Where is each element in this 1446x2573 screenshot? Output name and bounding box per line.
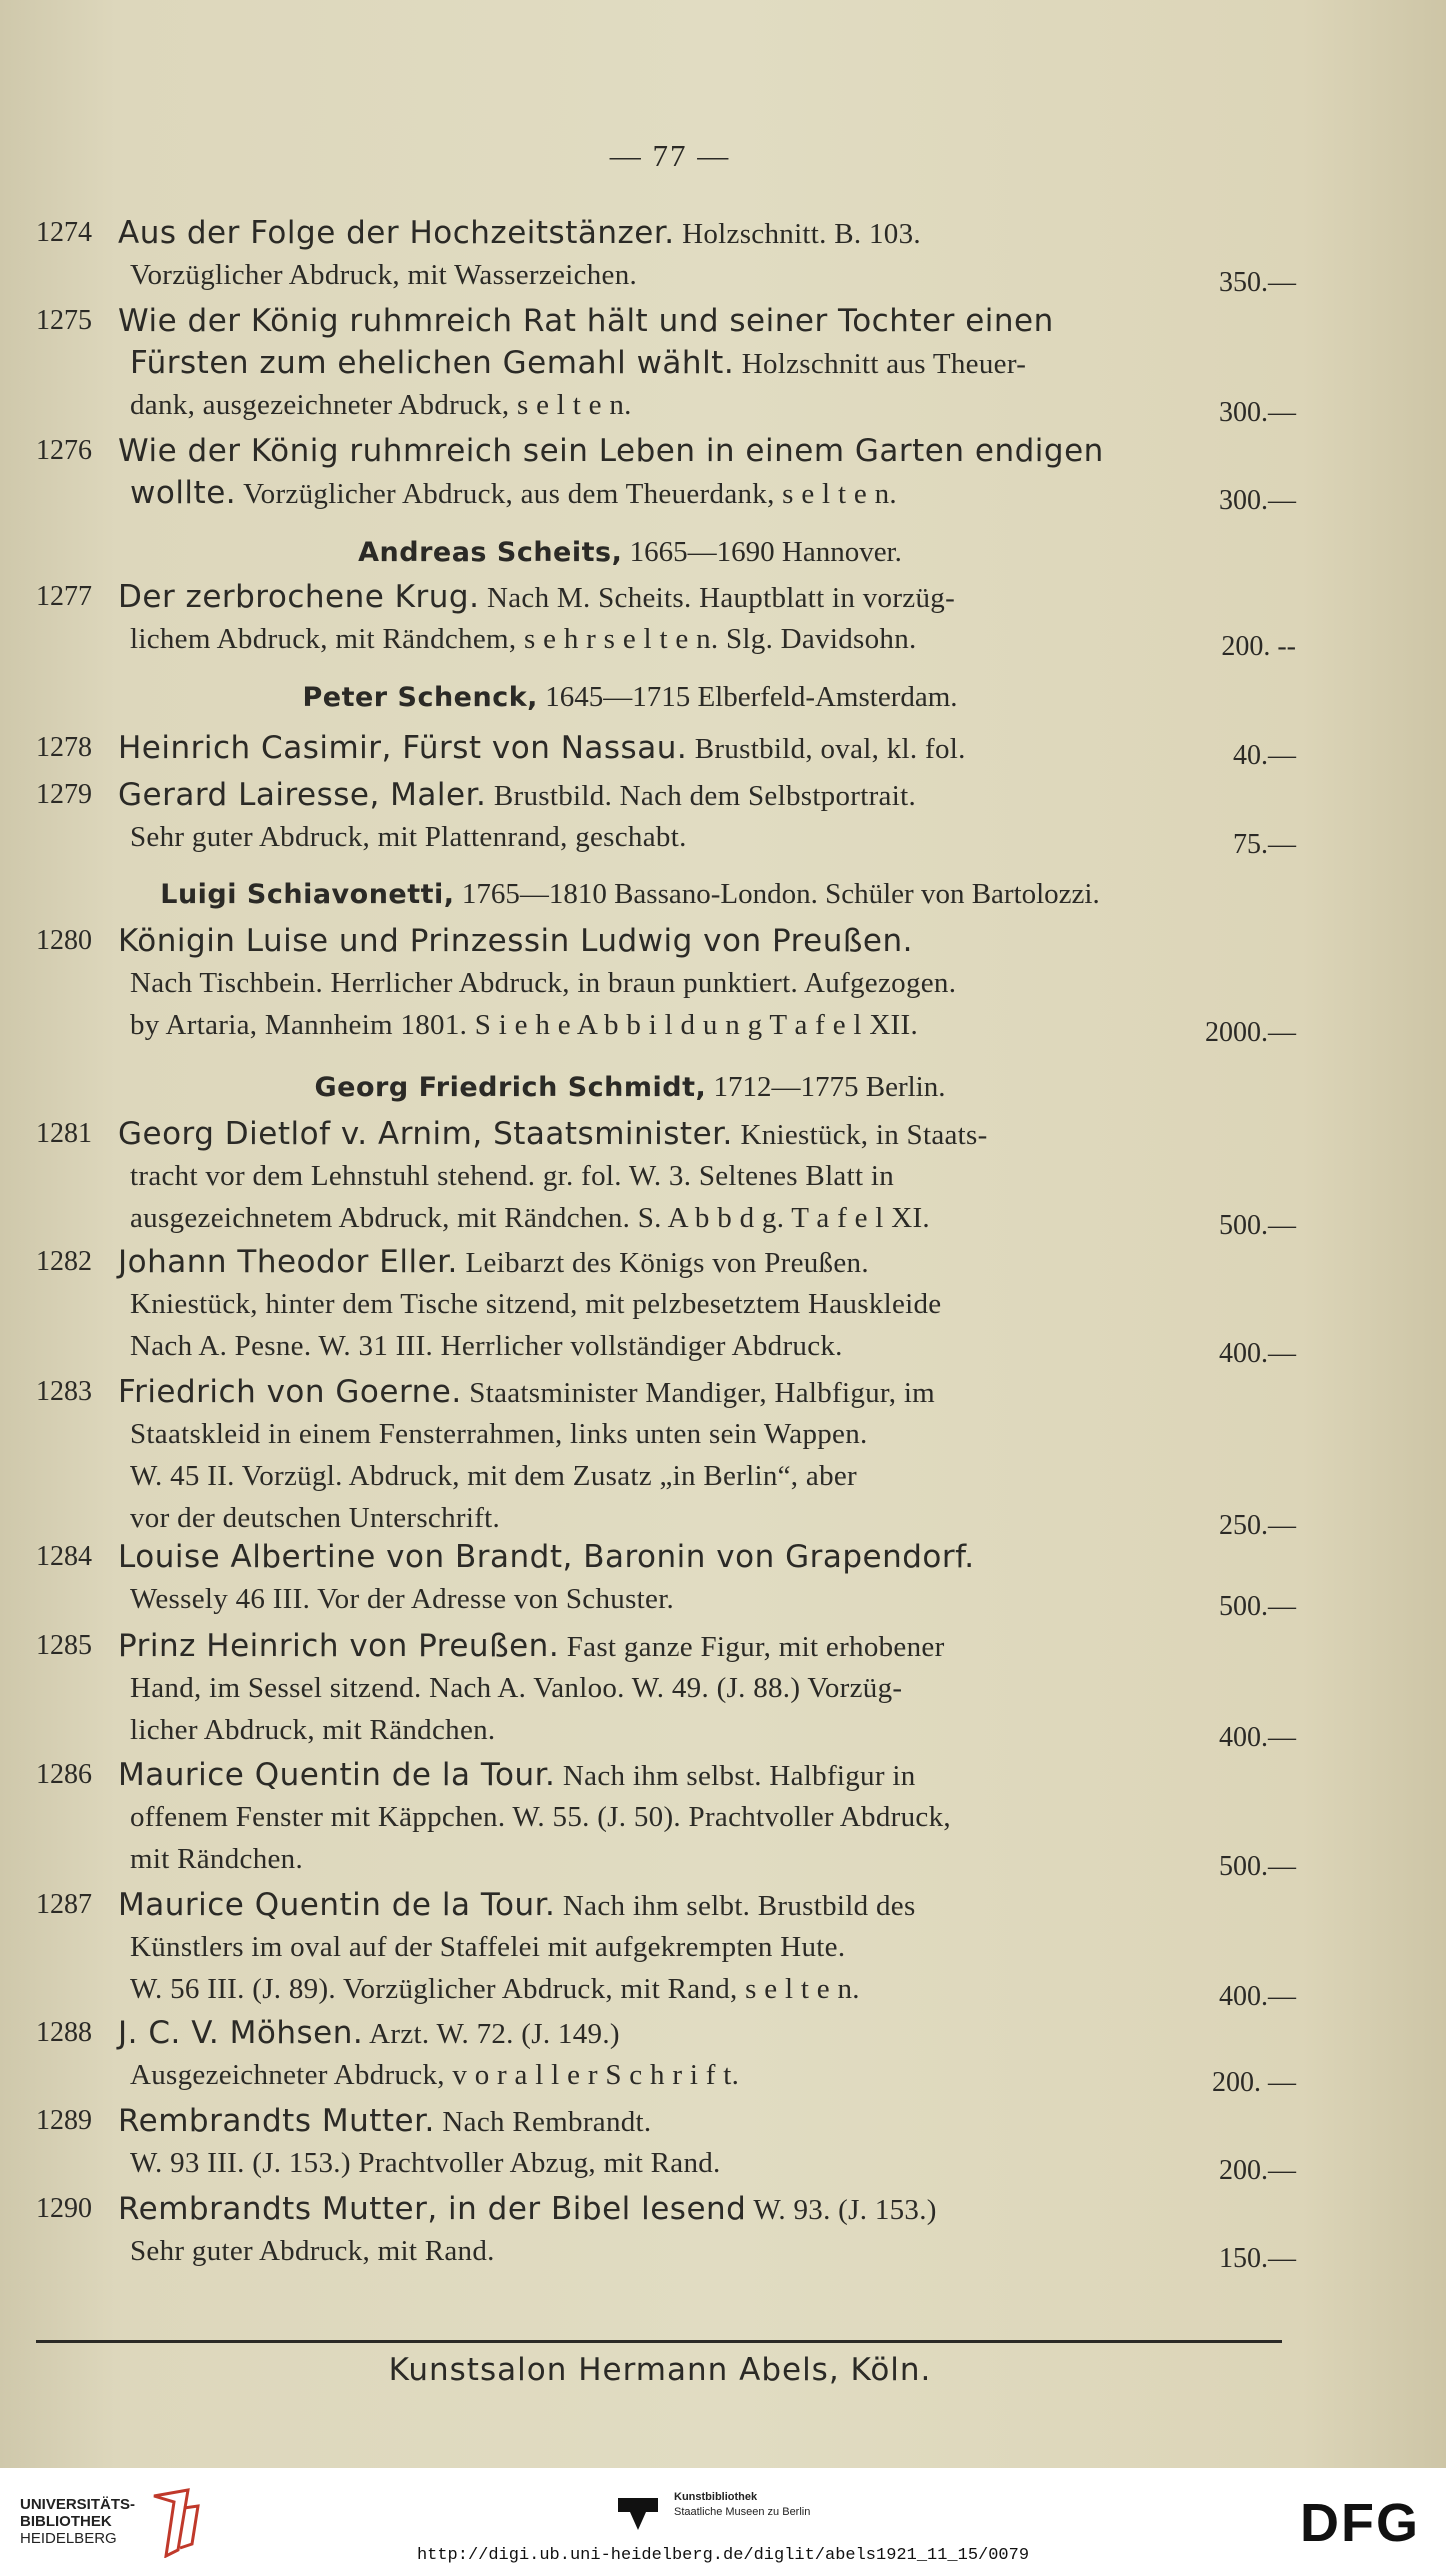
lot-number: 1279: [36, 779, 92, 810]
artist-dates: 1765—1810 Bassano-London. Schüler von Bartolozzi.: [454, 878, 1100, 910]
entry-title: wollte.: [130, 475, 237, 511]
entry-title: Königin Luise und Prinzessin Ludwig von Preußen.: [118, 923, 914, 959]
entry-description: Sehr guter Abdruck, mit Rand.: [130, 2235, 495, 2267]
entry-line: [118, 1884, 916, 1932]
entry-line: [118, 1754, 916, 1802]
lot-number: 1280: [36, 925, 92, 956]
footer-rule: [36, 2340, 1282, 2343]
entry-description: by Artaria, Mannheim 1801. S i e h e A b b i l d u n g T a f e l XII.: [130, 1009, 919, 1041]
entry-description: Künstlers im oval auf der Staffelei mit aufgekrempten Hute.: [130, 1931, 846, 1963]
price: 400.—: [1219, 1338, 1296, 1369]
price: 75.—: [1233, 829, 1296, 860]
price: 350.—: [1219, 267, 1296, 298]
entry-line: [130, 384, 632, 431]
price: 400.—: [1219, 1722, 1296, 1753]
price: 200. --: [1221, 631, 1296, 662]
entry-description: Nach ihm selbst. Halbfigur in: [555, 1760, 916, 1792]
entry-line: [118, 2012, 620, 2060]
artist-dates: 1665—1690 Hannover.: [622, 536, 902, 568]
entry-description: Wessely 46 III. Vor der Adresse von Schuster.: [130, 1583, 675, 1615]
entry-description: W. 45 II. Vorzügl. Abdruck, mit dem Zusatz „in Berlin“, aber: [130, 1460, 857, 1492]
entry-description: Nach Rembrandt.: [434, 2106, 652, 2138]
artist-dates: 1645—1715 Elberfeld-Amsterdam.: [537, 681, 958, 713]
artist-dates: 1712—1775 Berlin.: [706, 1071, 946, 1103]
entry-line: [130, 1413, 868, 1460]
lot-number: 1289: [36, 2105, 92, 2136]
entry-line: [130, 1004, 918, 1051]
lot-number: 1274: [36, 217, 92, 248]
entry-line: [118, 2100, 651, 2148]
lot-number: 1288: [36, 2017, 92, 2048]
page-number: — 77 —: [609, 138, 731, 173]
ub-line: HEIDELBERG: [20, 2530, 117, 2547]
lot-number: 1287: [36, 1889, 92, 1920]
entry-description: dank, ausgezeichneter Abdruck, s e l t e n.: [130, 389, 632, 421]
entry-line: [118, 727, 966, 775]
entry-description: W. 93 III. (J. 153.) Prachtvoller Abzug, mit Rand.: [130, 2147, 721, 2179]
price: 200. —: [1212, 2067, 1296, 2098]
entry-line: [118, 1625, 945, 1673]
artist-name: Georg Friedrich Schmidt,: [314, 1072, 707, 1103]
lot-number: 1283: [36, 1376, 92, 1407]
entry-line: [130, 1926, 845, 1973]
entry-description: vor der deutschen Unterschrift.: [130, 1502, 501, 1534]
artist-name: Luigi Schiavonetti,: [160, 879, 455, 910]
entry-description: Sehr guter Abdruck, mit Plattenrand, geschabt.: [130, 821, 687, 853]
price: 40.—: [1233, 740, 1296, 771]
entry-description: lichem Abdruck, mit Rändchem, s e h r s e l t e n. Slg. Davidsohn.: [130, 623, 917, 655]
entry-line: [118, 920, 913, 968]
entry-title: Heinrich Casimir, Fürst von Nassau.: [118, 730, 688, 766]
kunstbibliothek-logo-icon: [616, 2494, 660, 2534]
kb-line: Kunstbibliothek: [674, 2491, 758, 2503]
entry-line: [118, 300, 1054, 348]
price: 250.—: [1219, 1510, 1296, 1541]
price: 500.—: [1219, 1851, 1296, 1882]
entry-line: [130, 2054, 739, 2101]
entry-line: [130, 472, 897, 520]
artist-heading: [0, 676, 1260, 719]
artist-name: Peter Schenck,: [302, 682, 538, 713]
entry-line: [130, 2230, 495, 2277]
entry-description: Holzschnitt. B. 103.: [674, 218, 921, 250]
entry-description: Brustbild. Nach dem Selbstportrait.: [486, 780, 916, 812]
entry-line: [118, 1241, 869, 1289]
entry-line: [130, 1455, 857, 1502]
price: 200.—: [1219, 2155, 1296, 2186]
entry-description: licher Abdruck, mit Rändchen.: [130, 1714, 496, 1746]
entry-title: Rembrandts Mutter.: [118, 2103, 435, 2139]
entry-description: Arzt. W. 72. (J. 149.): [363, 2018, 620, 2050]
entry-description: Kniestück, in Staats-: [732, 1119, 988, 1151]
lot-number: 1275: [36, 305, 92, 336]
footer-text: Kunstsalon Hermann Abels, Köln.: [388, 2352, 932, 2388]
entry-line: [118, 430, 1104, 478]
entry-line: [130, 1197, 930, 1244]
entry-title: Johann Theodor Eller.: [118, 1244, 458, 1280]
entry-description: W. 93. (J. 153.): [746, 2194, 937, 2226]
entry-description: Kniestück, hinter dem Tische sitzend, mit pelzbesetztem Hauskleide: [130, 1288, 942, 1320]
entry-title: J. C. V. Möhsen.: [118, 2015, 364, 2051]
entry-description: Nach M. Scheits. Hauptblatt in vorzüg-: [479, 582, 956, 614]
entry-line: [118, 1113, 988, 1161]
entry-title: Gerard Lairesse, Maler.: [118, 777, 487, 813]
kb-line: Staatliche Museen zu Berlin: [674, 2506, 811, 2518]
entry-title: Rembrandts Mutter, in der Bibel lesend: [118, 2191, 747, 2227]
lot-number: 1286: [36, 1759, 92, 1790]
lot-number: 1282: [36, 1246, 92, 1277]
entry-line: [130, 1838, 303, 1885]
entry-description: mit Rändchen.: [130, 1843, 304, 1875]
entry-line: [118, 212, 921, 260]
lot-number: 1276: [36, 435, 92, 466]
artist-heading: [0, 531, 1260, 574]
entry-description: Staatskleid in einem Fensterrahmen, links unten sein Wappen.: [130, 1418, 868, 1450]
entry-description: Brustbild, oval, kl. fol.: [687, 733, 966, 765]
entry-description: Fast ganze Figur, mit erhobener: [559, 1631, 945, 1663]
kunstbibliothek-text: [674, 2490, 810, 2520]
entry-description: Nach Tischbein. Herrlicher Abdruck, in braun punktiert. Aufgezogen.: [130, 967, 957, 999]
entry-description: Nach A. Pesne. W. 31 III. Herrlicher vollständiger Abdruck.: [130, 1330, 843, 1362]
entry-description: Nach ihm selbt. Brustbild des: [555, 1890, 916, 1922]
artist-heading: [0, 873, 1260, 916]
entry-title: Maurice Quentin de la Tour.: [118, 1887, 556, 1923]
entry-description: Vorzüglicher Abdruck, aus dem Theuerdank, s e l t e n.: [236, 478, 897, 510]
ub-line: UNIVERSITÄTS-: [20, 2496, 136, 2513]
entry-line: [130, 618, 917, 665]
entry-line: [130, 1968, 860, 2015]
dfg-logo: DFG: [1300, 2493, 1420, 2553]
entry-title: Aus der Folge der Hochzeitstänzer.: [118, 215, 675, 251]
entry-description: tracht vor dem Lehnstuhl stehend. gr. fol. W. 3. Seltenes Blatt in: [130, 1160, 895, 1192]
entry-line: [130, 1155, 894, 1202]
entry-title: Louise Albertine von Brandt, Baronin von Grapendorf.: [118, 1539, 975, 1575]
entry-title: Prinz Heinrich von Preußen.: [118, 1628, 560, 1664]
artist-name: Andreas Scheits,: [358, 537, 623, 568]
entry-description: Staatsminister Mandiger, Halbfigur, im: [461, 1377, 936, 1409]
entry-line: [130, 1709, 495, 1756]
ub-heidelberg-text: [20, 2496, 135, 2547]
entry-title: Friedrich von Goerne.: [118, 1374, 462, 1410]
entry-line: [130, 1325, 843, 1372]
price: 300.—: [1219, 485, 1296, 516]
entry-description: W. 56 III. (J. 89). Vorzüglicher Abdruck, mit Rand, s e l t e n.: [130, 1973, 860, 2005]
entry-description: Leibarzt des Königs von Preußen.: [457, 1247, 869, 1279]
entry-title: Maurice Quentin de la Tour.: [118, 1757, 556, 1793]
entry-line: [130, 1667, 902, 1714]
entry-title: Wie der König ruhmreich Rat hält und seiner Tochter einen: [118, 303, 1054, 339]
price: 400.—: [1219, 1981, 1296, 2012]
entry-line: [118, 576, 955, 624]
lot-number: 1285: [36, 1630, 92, 1661]
price: 500.—: [1219, 1210, 1296, 1241]
entry-line: [130, 962, 956, 1009]
entry-line: [118, 1371, 935, 1419]
artist-heading: [0, 1066, 1260, 1109]
entry-description: Vorzüglicher Abdruck, mit Wasserzeichen.: [130, 259, 638, 291]
entry-line: [130, 1578, 674, 1625]
lot-number: 1277: [36, 581, 92, 612]
entry-description: Holzschnitt aus Theuer-: [734, 348, 1027, 380]
lot-number: 1290: [36, 2193, 92, 2224]
entry-line: [118, 1536, 975, 1584]
entry-title: Wie der König ruhmreich sein Leben in einem Garten endigen: [118, 433, 1104, 469]
bottom-bar: [0, 2468, 1446, 2573]
price: 150.—: [1219, 2243, 1296, 2274]
entry-title: Georg Dietlof v. Arnim, Staatsminister.: [118, 1116, 733, 1152]
price: 500.—: [1219, 1591, 1296, 1622]
entry-line: [130, 2142, 721, 2189]
lot-number: 1281: [36, 1118, 92, 1149]
entry-title: Der zerbrochene Krug.: [118, 579, 480, 615]
price: 2000.—: [1205, 1017, 1296, 1048]
entry-line: [130, 342, 1026, 390]
entry-line: [130, 816, 687, 863]
source-url-link[interactable]: http://digi.ub.uni-heidelberg.de/diglit/abels1921_11_15/0079: [416, 2546, 1030, 2565]
lot-number: 1284: [36, 1541, 92, 1572]
entry-title: Fürsten zum ehelichen Gemahl wählt.: [130, 345, 735, 381]
entry-description: offenem Fenster mit Käppchen. W. 55. (J. 50). Prachtvoller Abdruck,: [130, 1801, 951, 1833]
ub-line: BIBLIOTHEK: [20, 2513, 112, 2530]
entry-description: Hand, im Sessel sitzend. Nach A. Vanloo. W. 49. (J. 88.) Vorzüg-: [130, 1672, 903, 1704]
entry-description: Ausgezeichneter Abdruck, v o r a l l e r S c h r i f t.: [130, 2059, 740, 2091]
entry-line: [130, 1283, 941, 1330]
lot-number: 1278: [36, 732, 92, 763]
price: 300.—: [1219, 397, 1296, 428]
entry-line: [118, 2188, 937, 2236]
entry-line: [118, 774, 916, 822]
entry-description: ausgezeichnetem Abdruck, mit Rändchen. S. A b b d g. T a f e l XI.: [130, 1202, 930, 1234]
entry-line: [130, 1796, 951, 1843]
entry-line: [130, 254, 637, 301]
